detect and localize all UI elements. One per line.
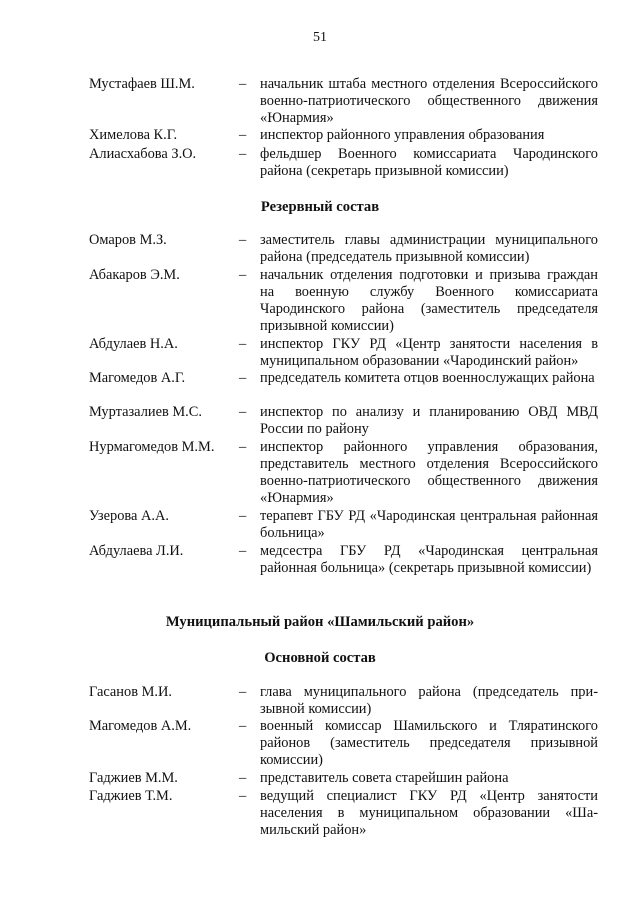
member-entry <box>89 404 599 438</box>
dash: – <box>239 232 247 248</box>
member-name: Алиасхабова З.О. <box>89 146 197 162</box>
member-role: начальник отделения подготовки и призыва граждан на военную службу Военного комиссариата Чародинского района (заместитель председателя призывной комиссии) <box>260 267 598 334</box>
member-entry <box>89 684 599 718</box>
page-number: 51 <box>313 30 327 45</box>
member-name: Мустафаев Ш.М. <box>89 76 195 92</box>
member-entry <box>89 267 599 335</box>
member-role: терапевт ГБУ РД «Чародинская центральная районная больница» <box>260 508 598 541</box>
member-name: Магомедов А.М. <box>89 718 192 734</box>
member-entry <box>89 439 599 507</box>
member-entry <box>89 508 599 542</box>
member-role: инспектор районного управления образования, представитель местного отделения Всероссийского военно-патриотического общественного движения «Юнармия» <box>260 439 598 506</box>
member-role: инспектор ГКУ РД «Центр занятости населения в муниципальном образовании «Чародинский район» <box>260 336 598 369</box>
dash: – <box>239 543 247 559</box>
member-name: Муртазалиев М.С. <box>89 404 202 420</box>
district-heading: Муниципальный район «Шамильский район» <box>165 614 475 630</box>
member-entry <box>89 76 599 127</box>
member-name: Химелова К.Г. <box>89 127 178 143</box>
member-role: фельдшер Военного комиссариата Чародинского района (секретарь призывной комиссии) <box>260 146 598 179</box>
member-name: Гаджиев Т.М. <box>89 788 173 804</box>
dash: – <box>239 788 247 804</box>
dash: – <box>239 146 247 162</box>
member-name: Абакаров Э.М. <box>89 267 180 283</box>
member-name: Омаров М.З. <box>89 232 167 248</box>
dash: – <box>239 770 247 786</box>
dash: – <box>239 404 247 420</box>
member-role: начальник штаба местного отделения Всероссийского военно-патриотического общественного движения «Юнармия» <box>260 76 598 126</box>
dash: – <box>239 267 247 283</box>
member-entry <box>89 788 599 839</box>
dash: – <box>239 76 247 92</box>
dash: – <box>239 127 247 143</box>
dash: – <box>239 439 247 455</box>
member-role: военный комиссар Шамильского и Тляратинского районов (заместитель председателя призывной комиссии) <box>260 718 598 768</box>
dash: – <box>239 718 247 734</box>
member-role: представитель совета старейшин района <box>260 770 509 786</box>
member-name: Абдулаев Н.А. <box>89 336 178 352</box>
member-role: глава муниципального района (председатель призывной комиссии) <box>260 684 598 717</box>
member-entry <box>89 370 599 387</box>
member-role: председатель комитета отцов военнослужащих района <box>260 370 595 386</box>
main-heading: Основной состав <box>264 650 376 666</box>
member-role: инспектор районного управления образования <box>260 127 545 143</box>
member-role: ведущий специалист ГКУ РД «Центр занятости населения в муниципальном образовании «Шамильский район» <box>260 788 598 838</box>
member-entry <box>89 146 599 180</box>
member-name: Гаджиев М.М. <box>89 770 178 786</box>
dash: – <box>239 508 247 524</box>
member-entry <box>89 718 599 769</box>
member-name: Узерова А.А. <box>89 508 169 524</box>
dash: – <box>239 684 247 700</box>
member-entry <box>89 127 599 144</box>
member-entry <box>89 770 599 787</box>
dash: – <box>239 370 247 386</box>
member-entry <box>89 336 599 370</box>
member-role: инспектор по анализу и планированию ОВД МВД России по району <box>260 404 598 437</box>
member-entry <box>89 232 599 266</box>
member-role: медсестра ГБУ РД «Чародинская центральная районная больница» (секретарь призывной комиссии) <box>260 543 598 576</box>
member-name: Гасанов М.И. <box>89 684 172 700</box>
reserve-heading: Резервный состав <box>260 199 380 215</box>
member-name: Абдулаева Л.И. <box>89 543 184 559</box>
member-role: заместитель главы администрации муниципального района (председатель призывной комиссии) <box>260 232 598 265</box>
member-entry <box>89 543 599 577</box>
dash: – <box>239 336 247 352</box>
member-name: Магомедов А.Г. <box>89 370 186 386</box>
member-name: Нурмагомедов М.М. <box>89 439 215 455</box>
